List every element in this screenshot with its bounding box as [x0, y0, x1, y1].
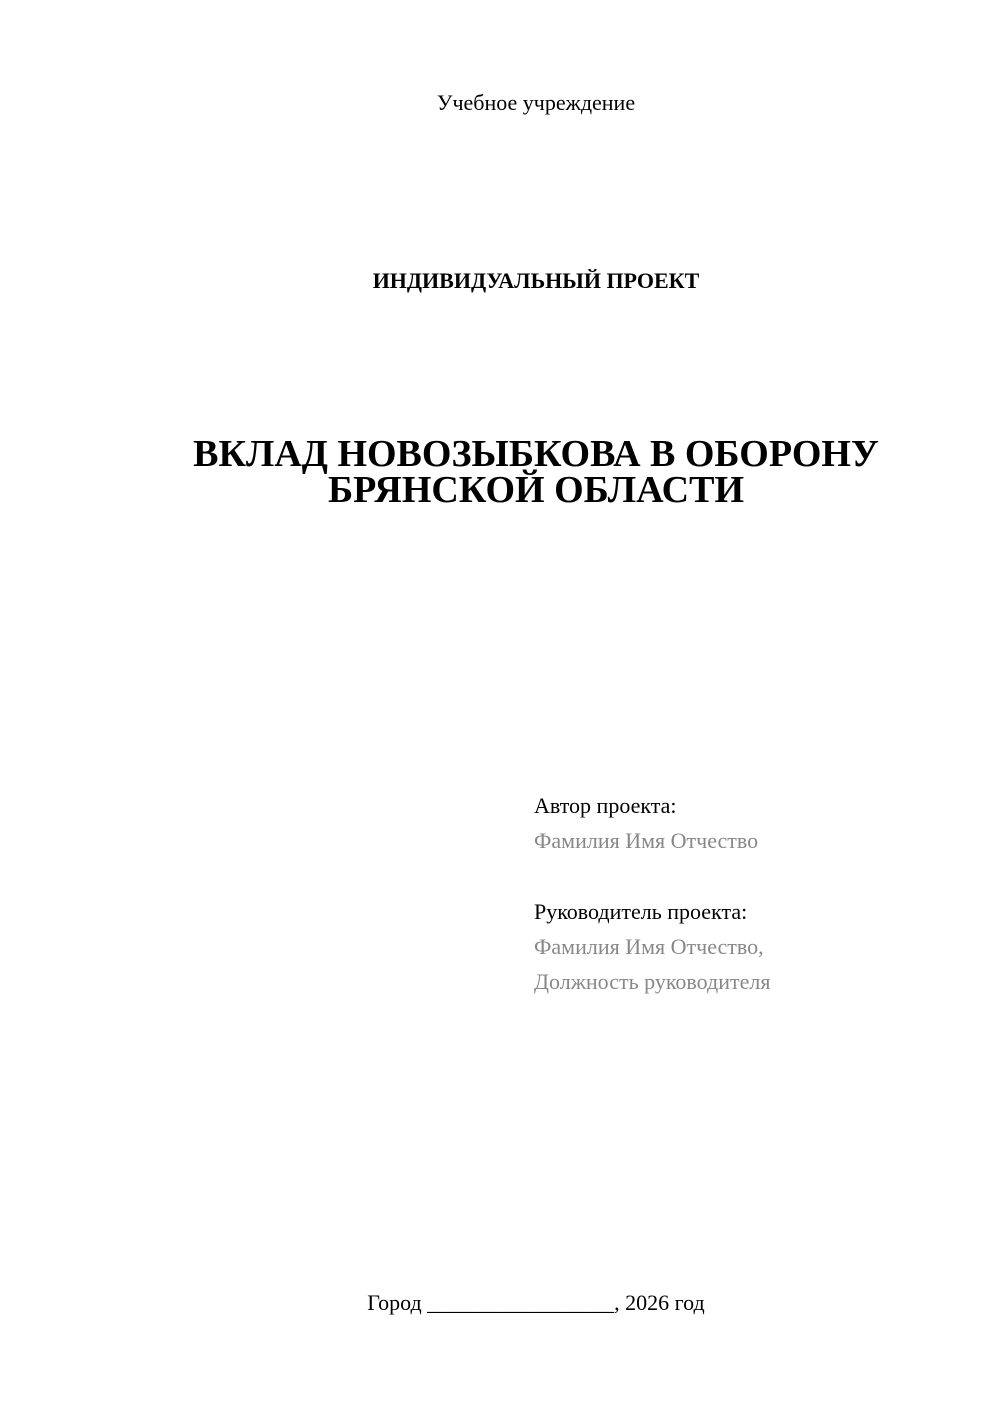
- author-label: Автор проекта:: [534, 793, 677, 818]
- document-type: ИНДИВИДУАЛЬНЫЙ ПРОЕКТ: [372, 268, 700, 293]
- supervisor-name-placeholder: Фамилия Имя Отчество,: [534, 934, 764, 959]
- project-title-line-2: БРЯНСКОЙ ОБЛАСТИ: [327, 469, 745, 511]
- spacer: [534, 858, 770, 894]
- supervisor-label: Руководитель проекта:: [534, 899, 748, 924]
- supervisor-position-placeholder: Должность руководителя: [534, 969, 771, 994]
- city-year-line: Город _________________, 2026 год: [367, 1290, 705, 1315]
- institution-name: Учебное учреждение: [436, 90, 636, 115]
- project-info-block: [534, 788, 770, 999]
- project-title: [0, 433, 1000, 511]
- project-title-line-1: ВКЛАД НОВОЗЫБКОВА В ОБОРОНУ: [193, 433, 879, 475]
- author-name-placeholder: Фамилия Имя Отчество: [534, 828, 759, 853]
